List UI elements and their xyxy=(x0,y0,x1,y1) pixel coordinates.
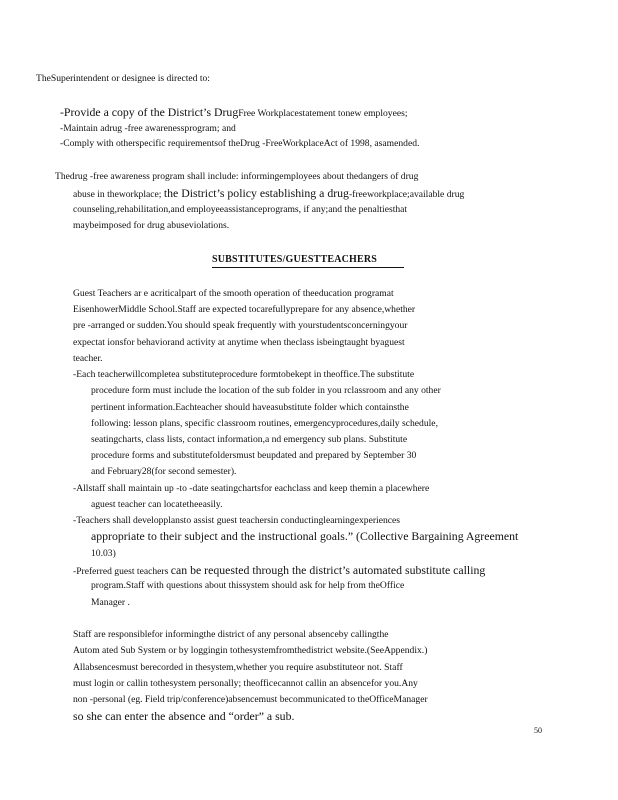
list1-item-comply: -Comply with otherspecific requirementsof theDrug -FreeWorkplaceAct of 1998, asamended. xyxy=(60,138,420,149)
para3-line-3: Allabsencesmust berecorded in thesystem,whether you require asubstituteor not. Staff xyxy=(73,662,403,673)
bullet1-line-2: procedure form must include the location of the sub folder in you rclassroom and any other xyxy=(91,385,441,396)
para3-line-1: Staff are responsiblefor informingthe district of any personal absenceby callingthe xyxy=(73,629,389,640)
bullet4-line-1-part-a: -Preferred guest teachers xyxy=(73,566,171,577)
section-heading: SUBSTITUTES/GUESTTEACHERS xyxy=(212,254,378,265)
bullet1-line-7: and February28(for second semester). xyxy=(91,466,237,477)
bullet4-line-3: Manager . xyxy=(91,597,130,608)
bullet1-line-1: -Each teacherwillcompletea substituteprocedure formtobekept in theoffice.The substitute xyxy=(73,369,415,380)
para1-line-2-part-b: the District’s policy establishing a drug xyxy=(163,186,349,200)
bullet3-line-3: 10.03) xyxy=(91,548,116,559)
para2-line-5: teacher. xyxy=(73,353,103,364)
heading-underline xyxy=(212,267,404,268)
list1-item-provide xyxy=(60,106,408,120)
bullet4-line-1-part-b: can be requested through the district’s automated substitute calling xyxy=(170,563,486,577)
para1-line-4: maybeimposed for drug abuseviolations. xyxy=(73,220,230,231)
para3-line-2: Autom ated Sub System or by loggingin tothesystemfromthedistrict website.(SeeAppendix.) xyxy=(73,645,428,656)
para3-line-4: must login or callin tothesystem personally; theofficecannot callin an absencefor you.Any xyxy=(73,678,418,689)
bullet4-line-1 xyxy=(73,564,485,578)
bullet3-line-1: -Teachers shall developplansto assist guest teachersin conductinglearningexperiences xyxy=(73,515,400,526)
bullet4-line-2: program.Staff with questions about thissystem should ask for help from theOffice xyxy=(91,580,405,591)
para2-line-2: EisenhowerMiddle School.Staff are expected tocarefullyprepare for any absence,whether xyxy=(73,304,416,315)
intro-line: TheSuperintendent or designee is directed to: xyxy=(36,73,210,84)
bullet3-line-2: appropriate to their subject and the instructional goals.” (Collective Bargaining Agreement xyxy=(91,529,519,543)
para2-line-3: pre -arranged or sudden.You should speak frequently with yourstudentsconcerningyour xyxy=(73,320,408,331)
bullet1-line-5: seatingcharts, class lists, contact information,a nd emergency sub plans. Substitute xyxy=(91,434,408,445)
para1-line-2-part-a: abuse in theworkplace; xyxy=(73,189,164,200)
list1-item-provide-part-a: -Provide a copy of the District’s Drug xyxy=(60,105,239,119)
para3-line-5: non -personal (eg. Field trip/conference)absencemust becommunicated to theOfficeManager xyxy=(73,694,428,705)
page-number: 50 xyxy=(534,726,542,735)
bullet1-line-6: procedure forms and substitutefoldersmust beupdated and prepared by September 30 xyxy=(91,450,417,461)
para1-line-1: Thedrug -free awareness program shall include: informingemployees about thedangers of drug xyxy=(55,171,419,182)
para1-line-3: counseling,rehabilitation,and employeeassistanceprograms, if any;and the penaltiesthat xyxy=(73,204,408,215)
bullet2-line-1: -Allstaff shall maintain up -to -date seatingchartsfor eachclass and keep themin a placewhere xyxy=(73,483,430,494)
para1-line-2-part-c: -freeworkplace;available drug xyxy=(348,189,465,200)
para3-line-6: so she can enter the absence and “order” a sub. xyxy=(73,709,295,723)
list1-item-maintain: -Maintain adrug -free awarenessprogram; and xyxy=(60,123,236,134)
para2-line-1: Guest Teachers ar e acriticalpart of the smooth operation of theeducation programat xyxy=(73,288,394,299)
para2-line-4: expectat ionsfor behaviorand activity at anytime when theclass isbeingtaught byaguest xyxy=(73,337,405,348)
bullet1-line-4: following: lesson plans, specific classroom routines, emergencyprocedures,daily schedule, xyxy=(91,418,438,429)
bullet1-line-3: pertinent information.Eachteacher should haveasubstitute folder which containsthe xyxy=(91,402,409,413)
list1-item-provide-part-b: Free Workplacestatement tonew employees; xyxy=(238,108,408,119)
bullet2-line-2: aguest teacher can locatetheeasily. xyxy=(91,499,223,510)
para1-line-2 xyxy=(73,187,464,201)
